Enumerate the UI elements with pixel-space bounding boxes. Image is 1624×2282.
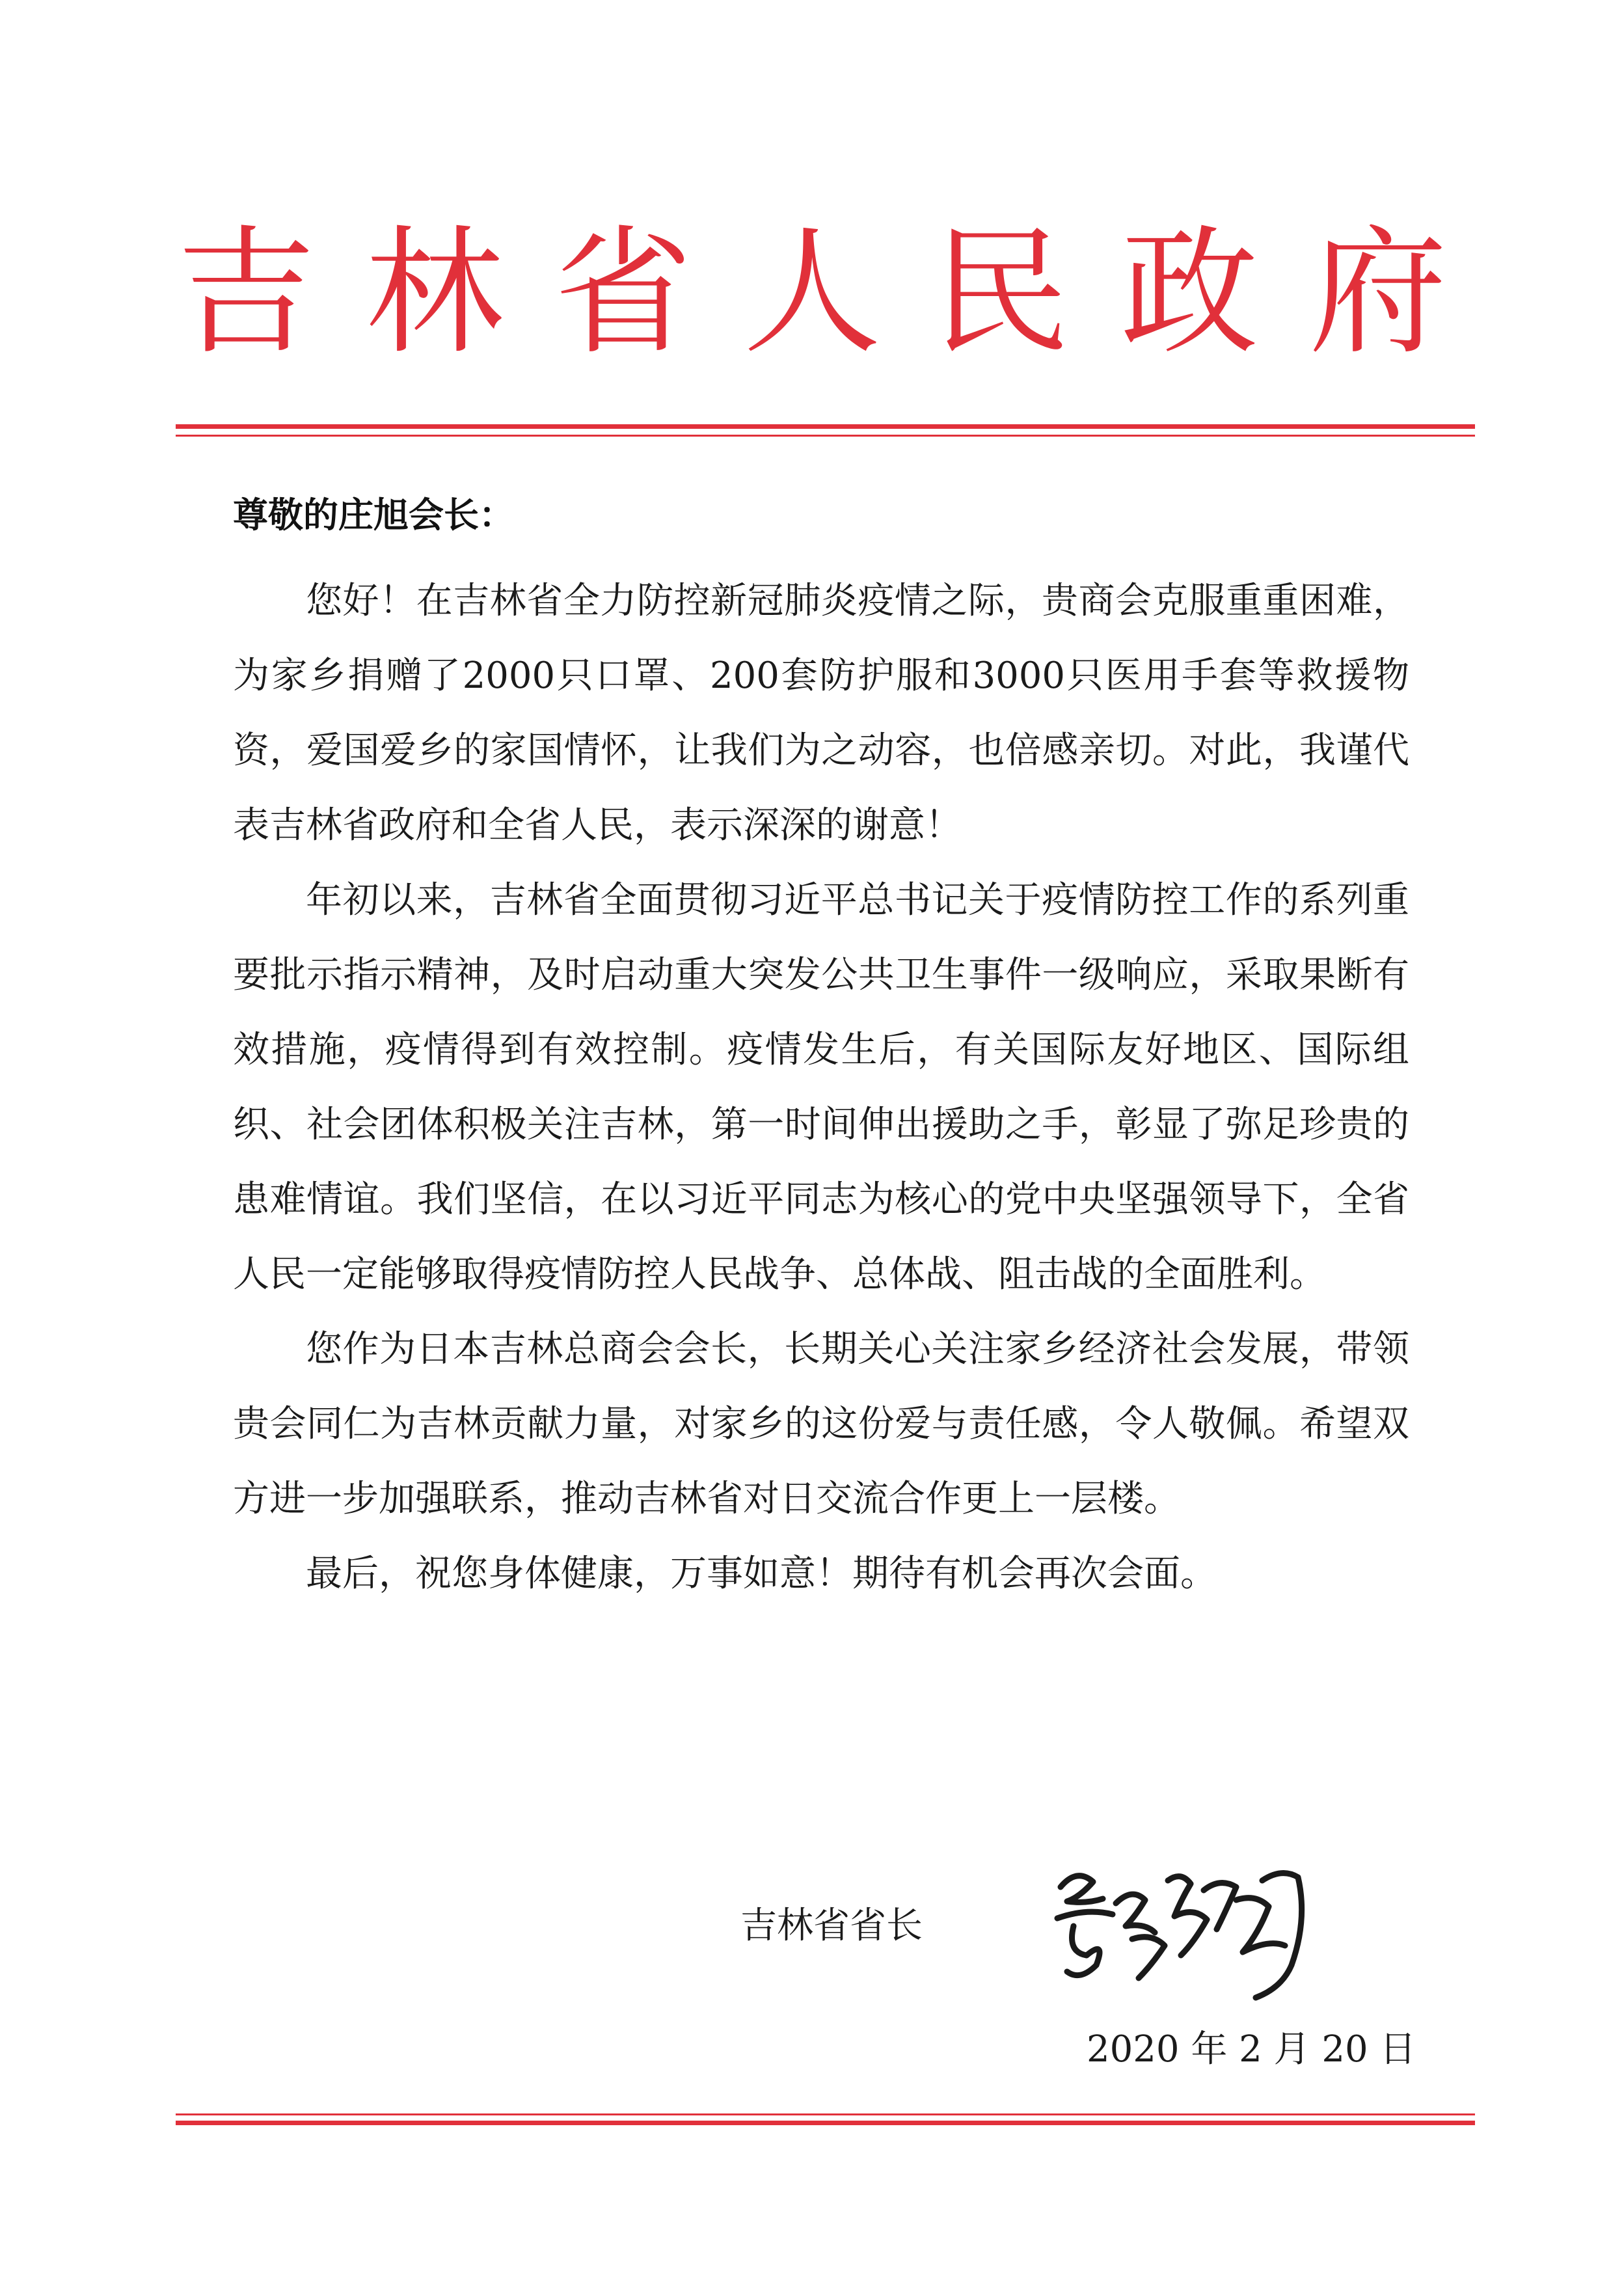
letter-body [233, 564, 1409, 1611]
paragraph-3: 您作为日本吉林总商会会长，长期关心关注家乡经济社会发展，带领贵会同仁为吉林贡献力量，对家乡的这份爱与责任感，令人敬佩。希望双方进一步加强联系，推动吉林省对日交流合作更上一层楼。 [233, 1328, 1409, 1520]
letterhead-title: 吉林省人民政府 [177, 212, 1498, 373]
header-rule-thin [176, 435, 1475, 437]
header-rule-thick [176, 424, 1475, 429]
salutation: 尊敬的庄旭会长： [233, 495, 514, 536]
paragraph-2: 年初以来，吉林省全面贯彻习近平总书记关于疫情防控工作的系列重要批示指示精神，及时启动重大突发公共卫生事件一级响应，采取果断有效措施，疫情得到有效控制。疫情发生后，有关国际友好地区、国际组织、社会团体积极关注吉林，第一时间伸出援助之手，彰显了弥足珍贵的患难情谊。我们坚信，在以习近平同志为核心的党中央坚强领导下，全省人民一定能够取得疫情防控人民战争、总体战、阻击战的全面胜利。 [233, 879, 1409, 1296]
footer-rule-thick [176, 2121, 1475, 2125]
signatory-title: 吉林省省长 [740, 1905, 923, 1947]
paragraph-4: 最后，祝您身体健康，万事如意！期待有机会再次会面。 [306, 1553, 1217, 1595]
paragraph-1: 您好！在吉林省全力防控新冠肺炎疫情之际，贵商会克服重重困难，为家乡捐赠了2000只口罩、200套防护服和3000只医用手套等救援物资，爱国爱乡的家国情怀，让我们为之动容，也倍感亲切。对此，我谨代表吉林省政府和全省人民，表示深深的谢意！ [233, 580, 1409, 847]
footer-rule-thin [176, 2113, 1475, 2115]
handwritten-signature [1041, 1841, 1327, 2011]
letter-date: 2020 年 2 月 20 日 [1087, 2028, 1416, 2071]
